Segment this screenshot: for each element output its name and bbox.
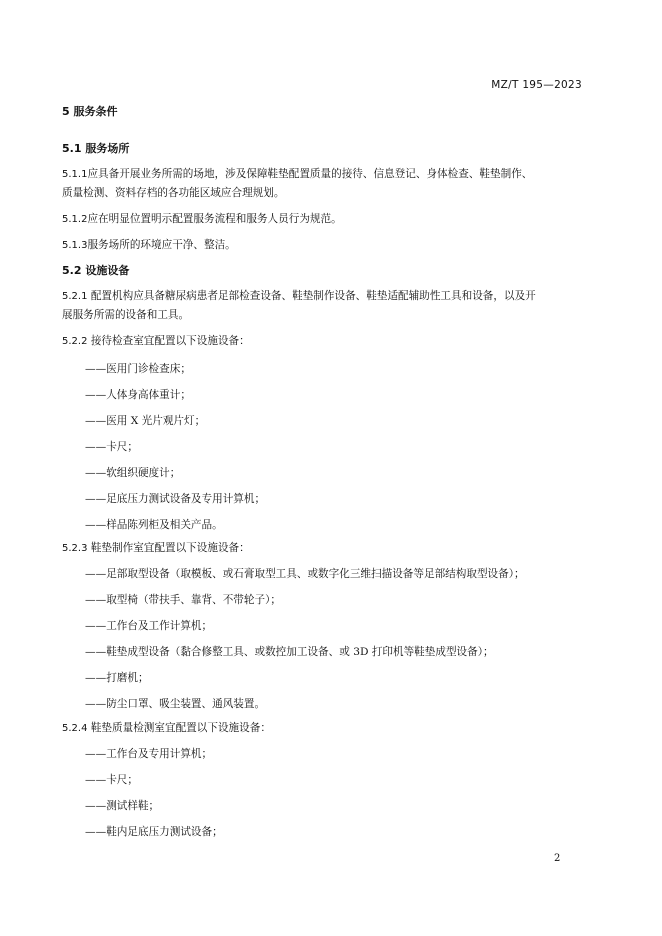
clause-text-cont: 展服务所需的设备和工具。: [62, 309, 190, 321]
list-item: ——取型椅（带扶手、靠背、不带轮子）；: [85, 594, 281, 606]
clause-5-1-3: [62, 236, 592, 255]
list-item: ——测试样鞋；: [85, 800, 160, 812]
document-body: [62, 104, 592, 840]
clause-number: 5.1.2: [62, 214, 88, 225]
clause-5-2-3: [62, 539, 592, 558]
section-5-heading: 5 服务条件: [62, 105, 118, 118]
clause-text: 应具备开展业务所需的场地，涉及保障鞋垫配置质量的接待、信息登记、身体检查、鞋垫制作、: [87, 168, 533, 180]
list-item: ——足部取型设备（取模板、或石膏取型工具、或数字化三维扫描设备等足部结构取型设备）；: [85, 568, 525, 580]
list-item: ——人体身高体重计；: [85, 389, 191, 401]
list-item: ——卡尺；: [85, 774, 138, 786]
list-5-2-3: [62, 566, 592, 712]
clause-number: 5.2.1: [62, 291, 88, 302]
clause-text: 应在明显位置明示配置服务流程和服务人员行为规范。: [87, 213, 342, 225]
list-item: ——打磨机；: [85, 672, 149, 684]
clause-5-1-1: [62, 165, 592, 203]
list-5-2-2: [62, 361, 592, 533]
list-5-2-4: [62, 746, 592, 840]
list-item: ——鞋垫成型设备（黏合修整工具、或数控加工设备、或 3D 打印机等鞋垫成型设备）；: [85, 646, 494, 658]
list-item: ——样品陈列柜及相关产品。: [85, 519, 223, 531]
list-item: ——医用 X 光片观片灯；: [85, 415, 206, 427]
clause-number: 5.1.3: [62, 240, 88, 251]
list-item: ——鞋内足底压力测试设备；: [85, 826, 223, 838]
clause-5-2-1: [62, 287, 592, 325]
section-5-1-heading: 5.1 服务场所: [62, 142, 130, 155]
list-item: ——工作台及专用计算机；: [85, 748, 213, 760]
clause-5-2-2: [62, 332, 592, 351]
list-item: ——软组织硬度计；: [85, 467, 181, 479]
clause-number: 5.1.1: [62, 169, 88, 180]
list-item: ——足底压力测试设备及专用计算机；: [85, 493, 266, 505]
document-code: MZ/T 195—2023: [491, 79, 582, 91]
clause-text: 接待检查室宜配置以下设施设备：: [90, 335, 250, 347]
clause-5-2-4: [62, 719, 592, 738]
clause-5-1-2: [62, 210, 592, 229]
clause-text: 鞋垫质量检测室宜配置以下设施设备：: [90, 722, 271, 734]
clause-number: 5.2.4: [62, 723, 88, 734]
clause-number: 5.2.3: [62, 543, 88, 554]
page-number: 2: [554, 853, 561, 864]
clause-text: 配置机构应具备糖尿病患者足部检查设备、鞋垫制作设备、鞋垫适配辅助性工具和设备，以及开: [90, 290, 536, 302]
clause-text-cont: 质量检测、资料存档的各功能区域应合理规划。: [62, 187, 285, 199]
list-item: ——医用门诊检查床；: [85, 363, 191, 375]
list-item: ——防尘口罩、吸尘装置、通风装置。: [85, 698, 266, 710]
clause-number: 5.2.2: [62, 336, 88, 347]
clause-text: 鞋垫制作室宜配置以下设施设备：: [90, 542, 250, 554]
list-item: ——工作台及工作计算机；: [85, 620, 213, 632]
section-5-2-heading: 5.2 设施设备: [62, 264, 130, 277]
list-item: ——卡尺；: [85, 441, 138, 453]
clause-text: 服务场所的环境应干净、整洁。: [87, 239, 236, 251]
